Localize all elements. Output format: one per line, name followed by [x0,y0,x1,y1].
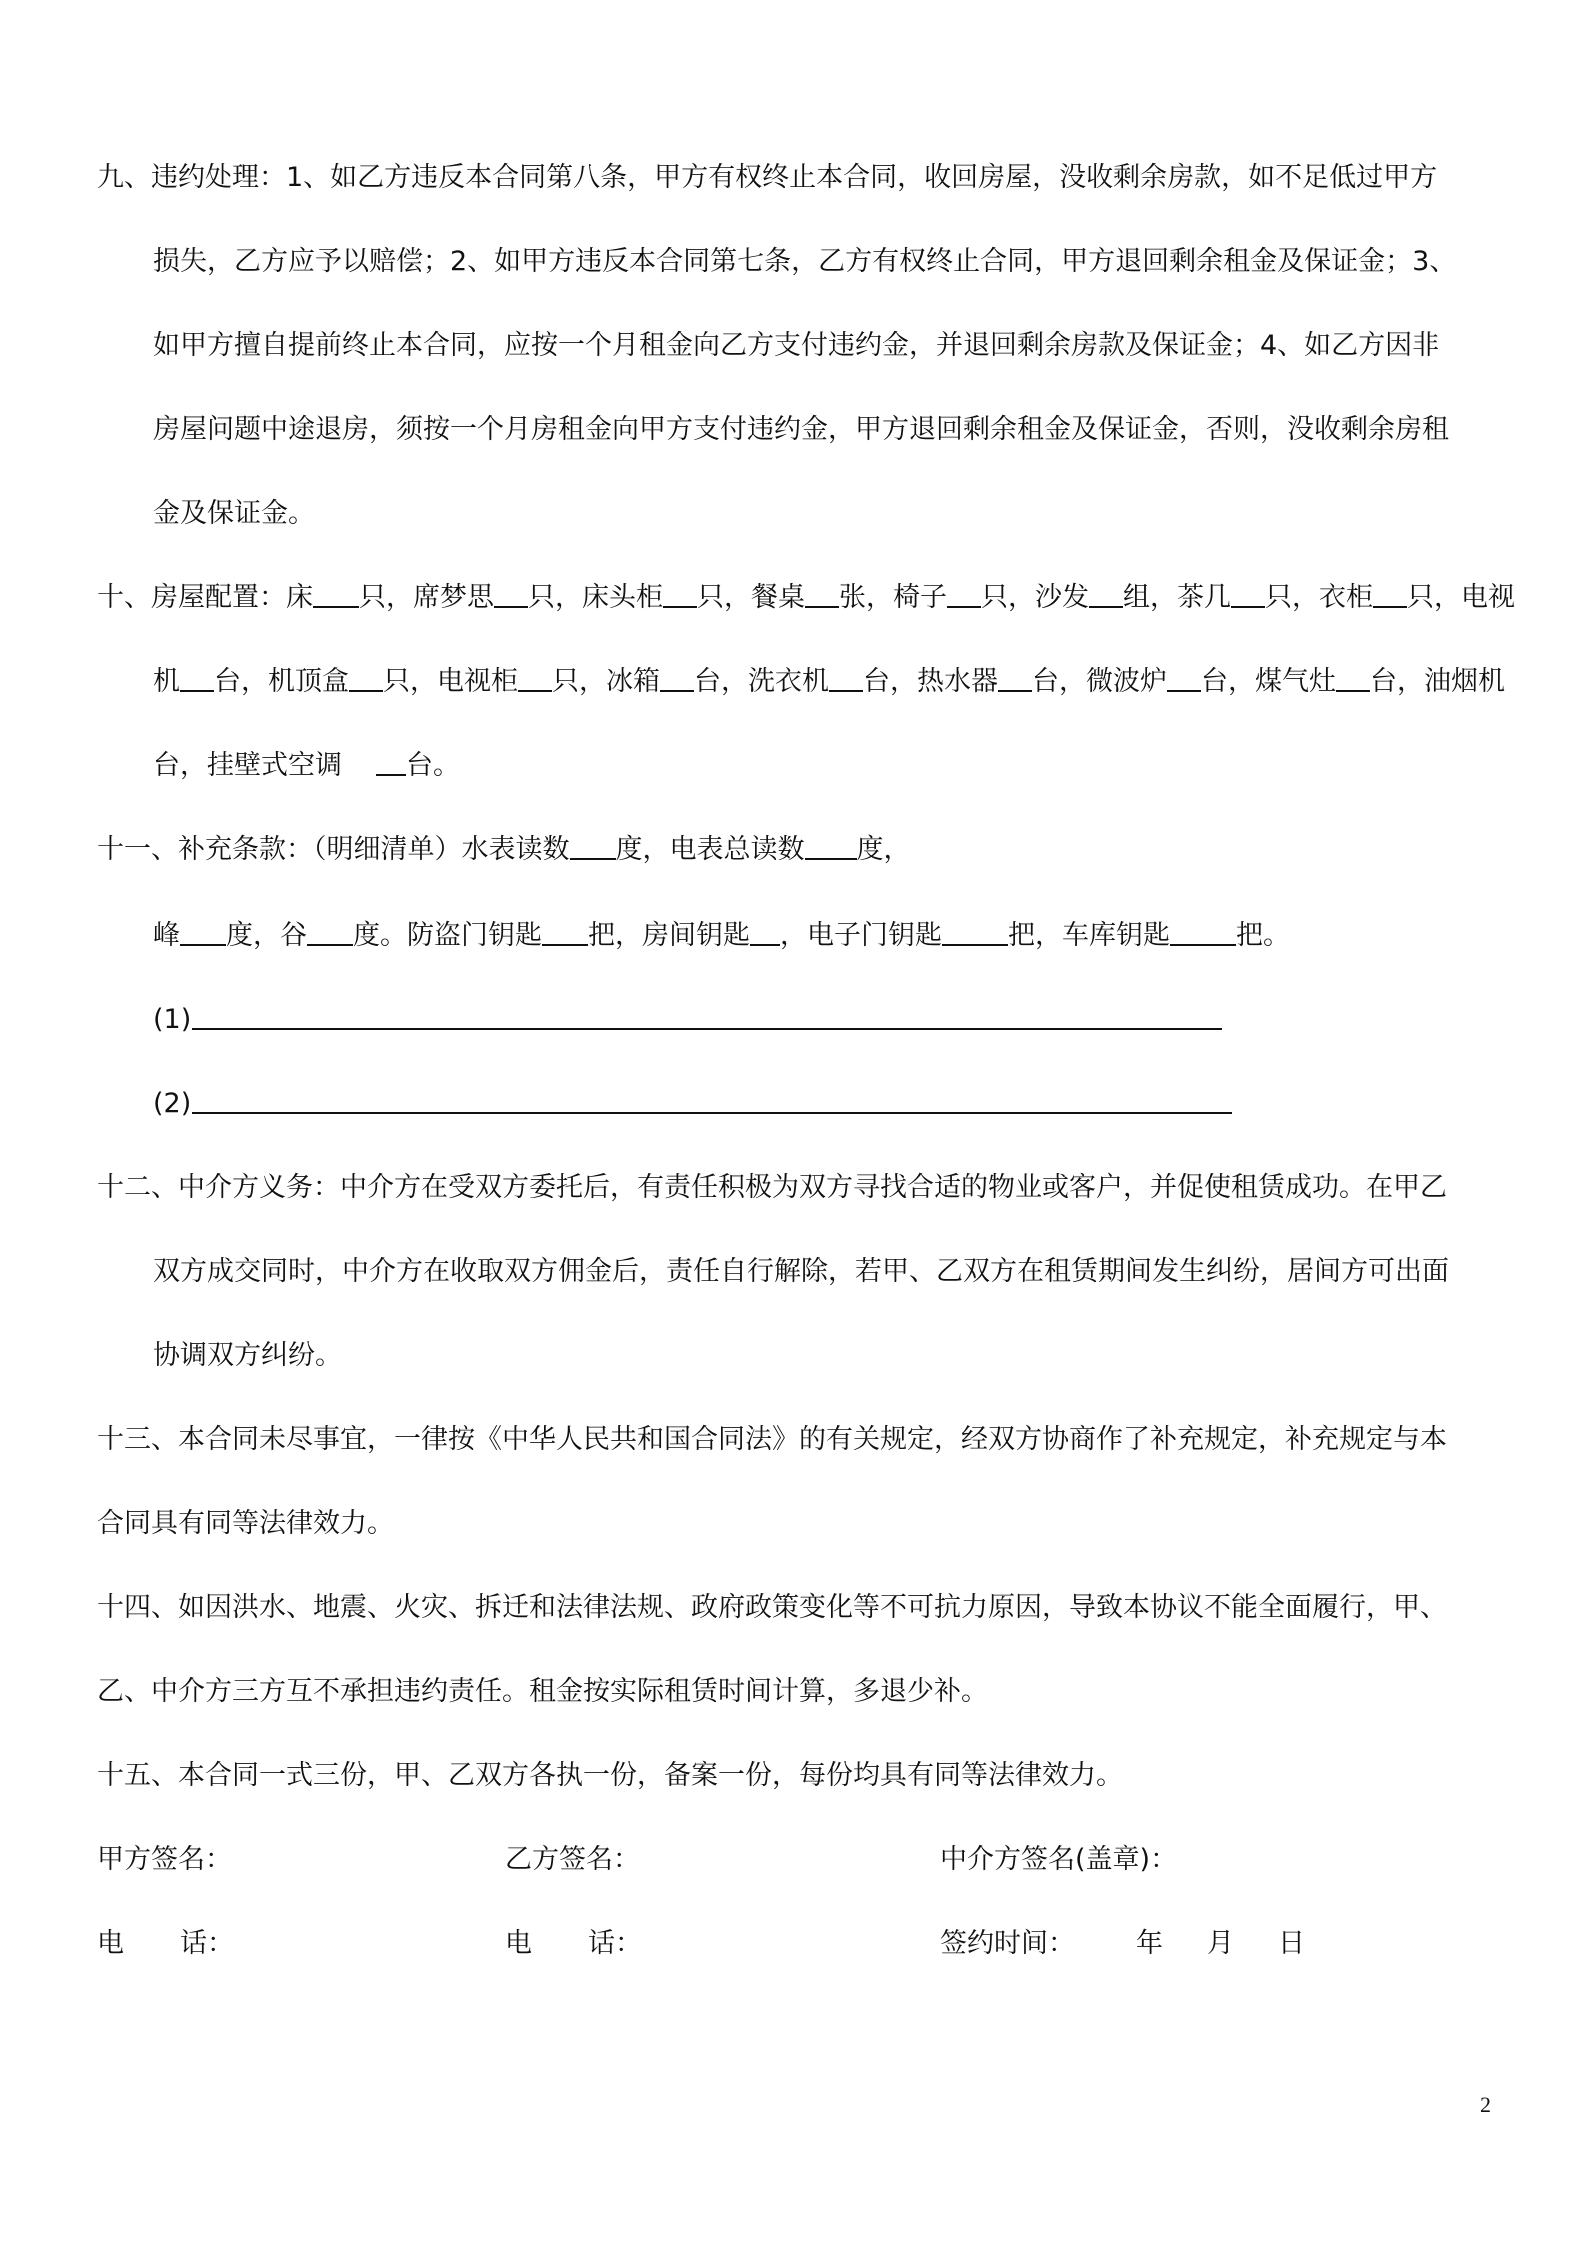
blank-underline [307,920,353,946]
clause-13-line-2: 合同具有同等法律效力。 [97,1508,394,1539]
text-segment: 台，微波炉 [1032,666,1167,697]
blank-underline [180,666,214,692]
text-segment: 把，车库钥匙 [1008,920,1170,951]
text-segment: 度， [856,834,911,865]
blank-underline [663,582,697,608]
party-b-phone-label-1: 电 [505,1928,532,1959]
blank-underline [660,666,694,692]
text-segment: 只，餐桌 [697,582,805,613]
clause-10-line-1 [97,578,1515,618]
item-label: (2) [153,1088,192,1119]
blank-underline [750,920,780,946]
clause-11-line-1 [97,830,911,870]
text-segment: 台，煤气灶 [1201,666,1336,697]
text-segment: 台，机顶盒 [214,666,349,697]
text-segment: 台，洗衣机 [694,666,829,697]
text-segment: 只，电视 [1407,582,1515,613]
text-segment: 只，冰箱 [552,666,660,697]
blank-underline [313,582,359,608]
clause-14-line-2: 乙、中介方三方互不承担违约责任。租金按实际租赁时间计算，多退少补。 [97,1676,988,1707]
blank-underline [998,666,1032,692]
sign-year-label: 年 [1136,1928,1163,1959]
agent-signature-label: 中介方签名(盖章)： [940,1844,1178,1875]
text-segment: 十、房屋配置：床 [97,582,313,613]
text-segment: 十一、补充条款：（明细清单）水表读数 [97,834,570,865]
clause-13-line-1: 十三、本合同未尽事宜，一律按《中华人民共和国合同法》的有关规定，经双方协商作了补充规定，补充规定与本 [97,1424,1447,1455]
party-a-signature-label: 甲方签名： [97,1844,232,1875]
blank-underline [542,920,588,946]
blank-underline [942,920,1008,946]
clause-12-line-2: 双方成交同时，中介方在收取双方佣金后，责任自行解除，若甲、乙双方在租赁期间发生纠纷，居间方可出面 [153,1256,1449,1287]
sign-month-label: 月 [1207,1928,1234,1959]
blank-underline [1231,582,1265,608]
party-a-phone-label-1: 电 [97,1928,124,1959]
clause-14-line-1: 十四、如因洪水、地震、火灾、拆迁和法律法规、政府政策变化等不可抗力原因，导致本协议不能全面履行，甲、 [97,1592,1447,1623]
text-segment: 只，席梦思 [359,582,494,613]
page-number: 2 [1480,2092,1491,2117]
text-segment: 度，谷 [226,920,307,951]
text-segment: 张，椅子 [839,582,947,613]
text-segment: 机 [153,666,180,697]
blank-underline [805,834,857,860]
text-segment: 组，茶几 [1123,582,1231,613]
fill-in-line-1 [192,1028,1222,1030]
blank-underline [570,834,616,860]
blank-underline [1170,920,1236,946]
blank-underline [349,666,383,692]
party-b-signature-label: 乙方签名： [505,1844,640,1875]
blank-underline [829,666,863,692]
blank-underline [1167,666,1201,692]
party-b-phone-label-2: 话： [588,1928,642,1959]
clause-11-item-1 [153,1000,191,1040]
text-segment: 只，衣柜 [1265,582,1373,613]
text-segment: 台，热水器 [863,666,998,697]
clause-9-line-2: 损失，乙方应予以赔偿；2、如甲方违反本合同第七条，乙方有权终止合同，甲方退回剩余租金及保证金；3、 [153,246,1457,277]
clause-9-line-3: 如甲方擅自提前终止本合同，应按一个月租金向乙方支付违约金，并退回剩余房款及保证金；4、如乙方因非 [153,330,1440,361]
clause-10-line-2 [153,662,1505,702]
sign-day-label: 日 [1278,1928,1305,1959]
party-a-phone-label-2: 话： [180,1928,234,1959]
fill-in-line-2 [192,1112,1232,1114]
text-segment: 把。 [1236,920,1290,951]
blank-underline [376,750,406,776]
blank-underline [1373,582,1407,608]
text-segment: 台。 [406,750,460,781]
text-segment: 度，电表总读数 [615,834,805,865]
sign-time-label: 签约时间： [940,1928,1075,1959]
text-segment: 台，油烟机 [1370,666,1505,697]
blank-underline [1089,582,1123,608]
clause-11-item-2 [153,1084,191,1124]
text-segment: 台，挂壁式空调 [153,750,342,781]
item-label: (1) [153,1004,192,1035]
clause-12-line-3: 协调双方纠纷。 [153,1340,342,1371]
text-segment: ，电子门钥匙 [780,920,942,951]
blank-underline [947,582,981,608]
text-segment: 只，沙发 [981,582,1089,613]
clause-11-line-2 [153,916,1290,956]
blank-underline [494,582,528,608]
text-segment: 把，房间钥匙 [588,920,750,951]
text-segment: 度。防盗门钥匙 [353,920,542,951]
clause-9-line-5: 金及保证金。 [153,498,315,529]
clause-12-line-1: 十二、中介方义务：中介方在受双方委托后，有责任积极为双方寻找合适的物业或客户，并促使租赁成功。在甲乙 [97,1172,1447,1203]
clause-9-line-1: 九、违约处理：1、如乙方违反本合同第八条，甲方有权终止本合同，收回房屋，没收剩余房款，如不足低过甲方 [97,162,1438,193]
clause-9-line-4: 房屋问题中途退房，须按一个月房租金向甲方支付违约金，甲方退回剩余租金及保证金，否则，没收剩余房租 [153,414,1449,445]
blank-underline [1336,666,1370,692]
clause-15-line-1: 十五、本合同一式三份，甲、乙双方各执一份，备案一份，每份均具有同等法律效力。 [97,1760,1123,1791]
clause-10-line-3 [153,746,460,786]
text-segment: 只，床头柜 [528,582,663,613]
text-segment: 只，电视柜 [383,666,518,697]
blank-underline [805,582,839,608]
blank-underline [180,920,226,946]
text-segment: 峰 [153,920,180,951]
blank-underline [518,666,552,692]
